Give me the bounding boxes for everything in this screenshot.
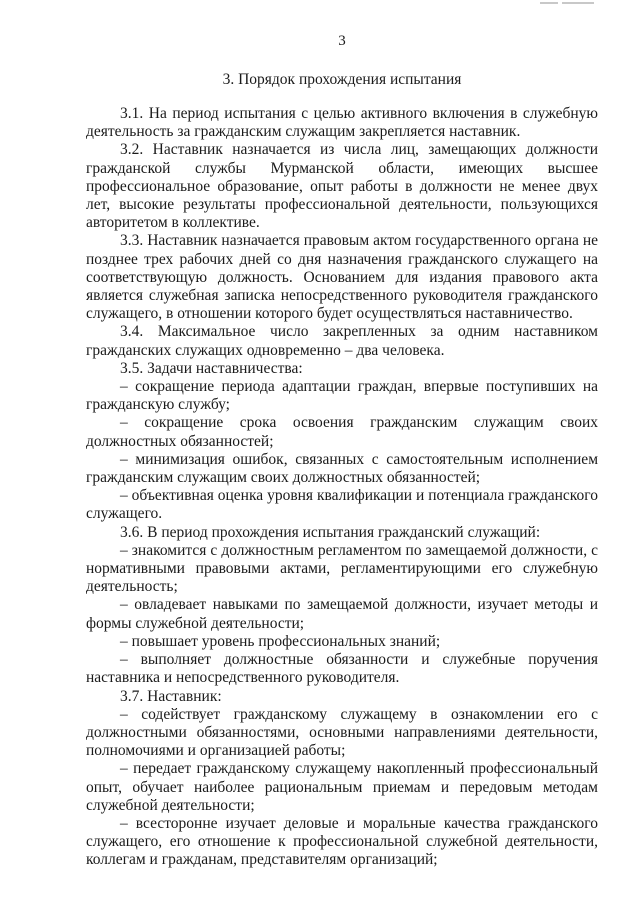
paragraph-3-3: 3.3. Наставник назначается правовым актом государственного органа не позднее трех рабочих дней со дня назначения гражданского служащего на соответствующую должность. Основанием для издания правового акта является служебная записка непосредственного руководителя гражданского служащего, в отношении которого будет осуществляться наставничество. — [86, 232, 598, 323]
page-number: 3 — [338, 33, 346, 49]
list-item: – всесторонне изучает деловые и моральные качества гражданского служащего, его отношение к профессиональной служебной деятельности, коллегам и гражданам, представителям организаций; — [86, 814, 598, 869]
paragraph-3-4: 3.4. Максимальное число закрепленных за одним наставником гражданских служащих одновременно – два человека. — [86, 323, 598, 359]
paragraph-3-7: 3.7. Наставник: — [120, 687, 222, 705]
section-title: 3. Порядок прохождения испытания — [222, 71, 462, 88]
scan-corner-mark — [540, 0, 596, 12]
list-item: – минимизация ошибок, связанных с самостоятельным исполнением гражданским служащим своих должностных обязанностей; — [86, 450, 598, 487]
list-item: – сокращение периода адаптации граждан, впервые поступивших на гражданскую службу; — [86, 378, 598, 414]
paragraph-3-1: 3.1. На период испытания с целью активного включения в служебную деятельность за гражданским служащим закрепляется наставник. — [86, 105, 598, 141]
document-page — [86, 32, 598, 870]
list-item: – сокращение срока освоения гражданским служащим своих должностных обязанностей; — [86, 414, 598, 450]
paragraph-3-5: 3.5. Задачи наставничества: — [120, 359, 303, 377]
list-item: – знакомится с должностным регламентом по замещаемой должности, с нормативными правовыми актами, регламентирующими его служебную деятельность; — [86, 541, 598, 596]
list-item: – содействует гражданскому служащему в ознакомлении его с должностными обязанностями, основными направлениями деятельности, полномочиями и организацией работы; — [86, 705, 598, 760]
list-item: – повышает уровень профессиональных знаний; — [120, 632, 441, 650]
list-item: – передает гражданскому служащему накопленный профессиональный опыт, обучает наиболее рациональным приемам и передовым методам служебной деятельности; — [86, 760, 598, 814]
paragraph-3-2: 3.2. Наставник назначается из числа лиц, замещающих должности гражданской службы Мурманской области, имеющих высшее профессиональное образование, опыт работы в должности не менее двух лет, высокие результаты профессиональной деятельности, пользующихся авторитетом в коллективе. — [86, 141, 598, 232]
list-item: – овладевает навыками по замещаемой должности, изучает методы и формы служебной деятельности; — [86, 596, 598, 632]
list-item: – выполняет должностные обязанности и служебные поручения наставника и непосредственного руководителя. — [86, 651, 598, 687]
paragraph-3-6: 3.6. В период прохождения испытания гражданский служащий: — [120, 523, 541, 541]
list-item: – объективная оценка уровня квалификации и потенциала гражданского служащего. — [86, 487, 598, 523]
